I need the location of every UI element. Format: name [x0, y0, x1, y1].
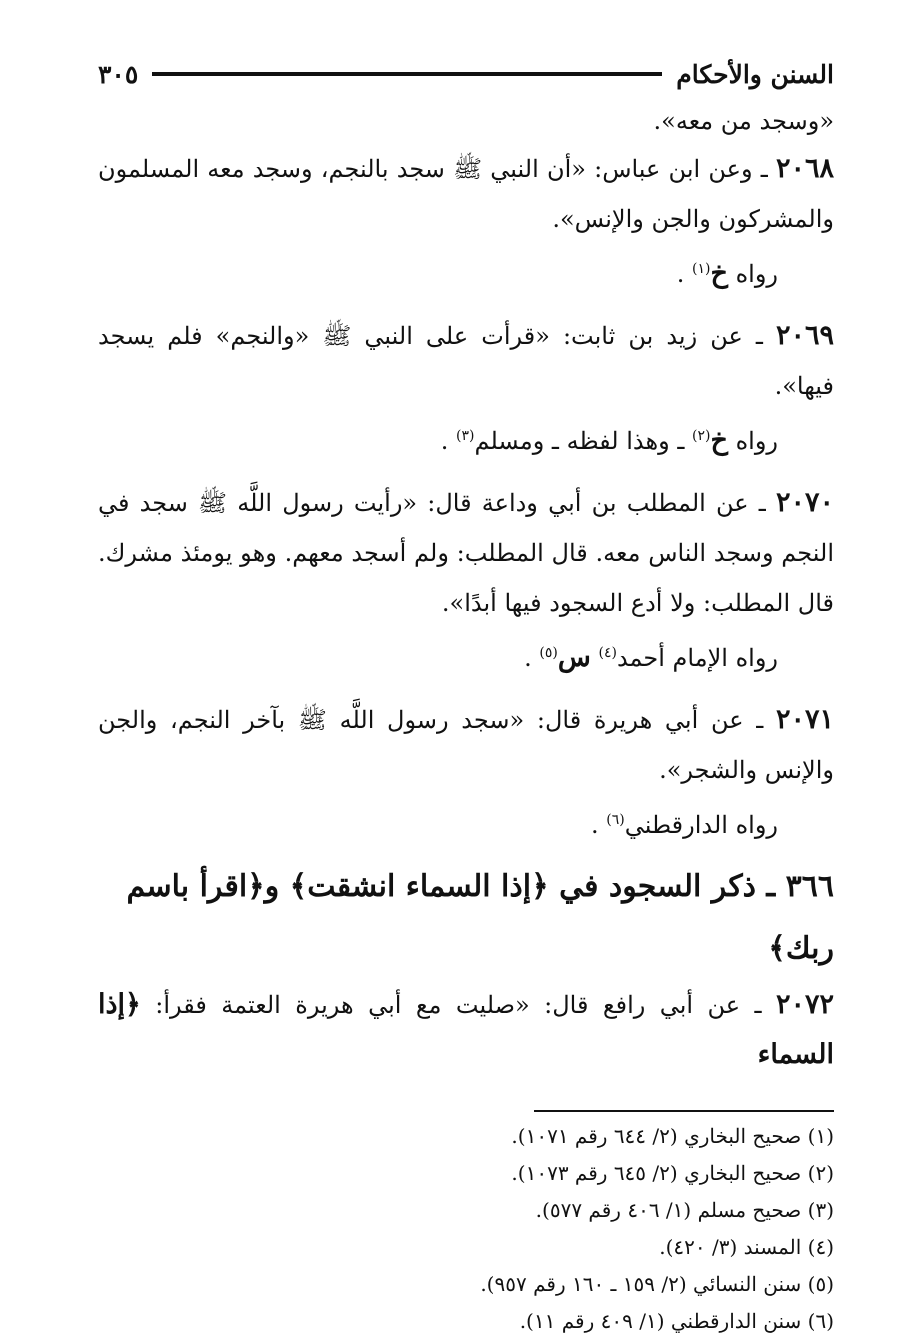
period: . [440, 427, 449, 455]
hadith-text: ـ عن زيد بن ثابت: «قرأت على النبي ﷺ «والنجم» فلم يسجد فيها». [98, 322, 834, 400]
footnote-item: (٣) صحيح مسلم (١/ ٤٠٦ رقم ٥٧٧). [535, 1198, 834, 1222]
narration-2070 [98, 628, 834, 683]
hadith-number: ٢٠٧٠ [775, 487, 834, 518]
rawah-label: رواه الإمام أحمد [616, 644, 778, 672]
source-code: س [557, 642, 591, 673]
source-code: خ [710, 258, 728, 289]
continued-line: «وسجد من معه». [653, 107, 834, 135]
hadith-number: ٢٠٧١ [775, 704, 834, 735]
period: . [676, 260, 685, 288]
footnote-ref[interactable]: (٥) [539, 645, 558, 661]
footnote-item: (٤) المسند (٣/ ٤٢٠). [659, 1235, 834, 1259]
hadith-text: ـ عن أبي رافع قال: «صليت مع أبي هريرة العتمة فقرأ: [155, 991, 762, 1019]
hadith-number: ٢٠٦٩ [775, 320, 834, 351]
footnote-item: (٥) سنن النسائي (٢/ ١٥٩ ـ ١٦٠ رقم ٩٥٧). [480, 1272, 834, 1296]
page-number: ٣٠٥ [98, 59, 139, 89]
narration-2068 [98, 244, 834, 299]
footnote-ref[interactable]: (١) [692, 261, 711, 277]
period: . [590, 811, 599, 839]
hadith-number: ٢٠٧٢ [775, 989, 834, 1020]
rawah-label: رواه [735, 427, 778, 455]
narration-2069 [98, 411, 834, 466]
hadith-text: ـ عن أبي هريرة قال: «سجد رسول اللَّه ﷺ بآخر النجم، والجن والإنس والشجر». [98, 706, 834, 784]
narration-note: ـ وهذا لفظه ـ ومسلم [474, 427, 685, 455]
chapter-heading: ٣٦٦ ـ ذكر السجود في ﴿إذا السماء انشقت﴾ و﴿اقرأ باسم ربك﴾ [126, 869, 834, 966]
footnote-ref[interactable]: (٢) [692, 428, 711, 444]
footnote-ref[interactable]: (٣) [456, 428, 475, 444]
book-title: السنن والأحكام [676, 59, 834, 89]
footnote-divider [534, 1110, 834, 1112]
hadith-number: ٢٠٦٨ [775, 153, 834, 184]
rawah-label: رواه [735, 260, 778, 288]
hadith-2069 [98, 311, 834, 411]
footnote-item: (٦) سنن الدارقطني (١/ ٤٠٩ رقم ١١). [519, 1309, 834, 1333]
hadith-2068 [98, 144, 834, 244]
rawah-label: رواه الدارقطني [624, 811, 778, 839]
hadith-2071 [98, 695, 834, 795]
hadith-2070 [98, 478, 834, 628]
header-rule [152, 72, 662, 76]
footnote-item: (٢) صحيح البخاري (٢/ ٦٤٥ رقم ١٠٧٣). [511, 1161, 834, 1185]
page [98, 50, 834, 1340]
footnote-ref[interactable]: (٤) [598, 645, 617, 661]
hadith-text: ـ وعن ابن عباس: «أن النبي ﷺ سجد بالنجم، وسجد معه المسلمون والمشركون والجن والإنس». [98, 155, 834, 233]
footnotes [98, 1118, 834, 1340]
narration-2071 [98, 795, 834, 850]
hadith-2072 [98, 980, 834, 1080]
hadith-text: ـ عن المطلب بن أبي وداعة قال: «رأيت رسول اللَّه ﷺ سجد في النجم وسجد الناس معه. قال المطلب: ولم أسجد معهم. وهو يومئذ مشرك. قال المطلب: ولا أدع السجود فيها أبدًا». [98, 489, 834, 617]
source-code: خ [710, 425, 728, 456]
period: . [524, 644, 532, 672]
running-header [98, 50, 834, 98]
quran-quote: ﴿إذا السماء [98, 989, 834, 1070]
footnote-item: (١) صحيح البخاري (٢/ ٦٤٤ رقم ١٠٧١). [511, 1124, 834, 1148]
footnote-ref[interactable]: (٦) [606, 812, 625, 828]
